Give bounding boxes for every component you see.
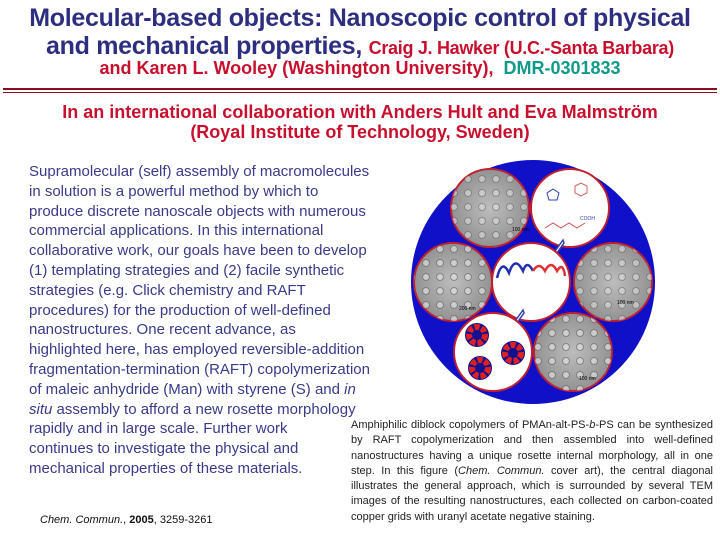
body-line: commercial applications. In this international bbox=[29, 222, 324, 240]
tem-image bbox=[414, 243, 492, 321]
chemical-structure bbox=[531, 169, 609, 247]
caption-journal: Chem. Commun. bbox=[458, 464, 545, 477]
body-text-span: of maleic anhydride (Man) with styrene (S) and bbox=[29, 380, 340, 398]
citation-pages: , 3259-3261 bbox=[153, 514, 213, 526]
body-line bbox=[29, 380, 370, 400]
title-text: and mechanical properties, bbox=[46, 32, 362, 60]
rosette-diagram bbox=[454, 313, 532, 391]
cover-art-figure bbox=[405, 158, 663, 408]
polymer-diagram bbox=[492, 243, 570, 321]
caption-text: Amphiphilic diblock copolymers of PMAn-alt-PS- bbox=[351, 419, 590, 431]
divider bbox=[3, 92, 717, 93]
citation-year: 2005 bbox=[129, 514, 154, 526]
authors-1: Craig J. Hawker (U.C.-Santa Barbara) bbox=[368, 38, 674, 58]
body-line: Supramolecular (self) assembly of macromolecules bbox=[29, 163, 370, 180]
scale-bar-label: 100 nm bbox=[579, 376, 596, 382]
body-line: nanostructures. One recent advance, as bbox=[29, 321, 296, 339]
authors-2: and Karen L. Wooley (Washington University), bbox=[99, 58, 494, 78]
body-text-span: assembly to afford a new rosette morphology bbox=[56, 400, 356, 418]
grant-number: DMR-0301833 bbox=[503, 58, 621, 78]
body-line: produce discrete nanoscale objects with numerous bbox=[29, 202, 366, 220]
title-line-3 bbox=[0, 58, 720, 79]
body-line: (1) templating strategies and (2) facile synthetic bbox=[29, 261, 345, 279]
subtitle-line-1: In an international collaboration with Anders Hult and Eva Malmström bbox=[62, 102, 658, 122]
tem-image bbox=[451, 169, 529, 247]
scale-bar-label: 100 nm bbox=[617, 300, 634, 306]
body-line: in solution is a powerful method by which to bbox=[29, 182, 319, 200]
title-line-1: Molecular-based objects: Nanoscopic control of physical bbox=[29, 4, 691, 32]
scale-bar-label: 200 nm bbox=[459, 306, 476, 312]
citation-journal: Chem. Commun. bbox=[40, 514, 124, 526]
subtitle-line-2: (Royal Institute of Technology, Sweden) bbox=[190, 122, 530, 142]
title-line-2 bbox=[0, 32, 720, 61]
caption-text: -PS can be synthesized by RAFT copolymerization and then assembled into well-defined nanostructures having a unique rosette internal morphology, all in one step. In this figure ( bbox=[351, 419, 713, 477]
italic-situ: situ bbox=[29, 400, 53, 418]
tem-image bbox=[534, 313, 612, 391]
caption-text: cover art), the central diagonal illustrates the general approach, which is surrounded by several TEM images of the resulting nanostructures, each collected on carbon-coated copper grids with uranyl acetate negative staining. bbox=[351, 464, 714, 523]
body-line: rapidly and in large scale. Further work bbox=[29, 420, 288, 438]
body-line bbox=[29, 400, 370, 420]
body-text bbox=[29, 162, 370, 479]
chem-label: COOH bbox=[580, 216, 595, 222]
body-line: collaborative work, our goals have been to develop bbox=[29, 242, 367, 260]
body-line: fragmentation-termination (RAFT) copolymerization bbox=[29, 360, 370, 378]
citation: Chem. Commun., 2005, 3259-3261 bbox=[40, 514, 213, 526]
body-line: mechanical properties of these materials. bbox=[29, 459, 303, 477]
body-line: strategies (e.g. Click chemistry and RAFT bbox=[29, 281, 306, 299]
body-line: procedures) for the production of well-defined bbox=[29, 301, 331, 319]
divider bbox=[3, 88, 717, 90]
body-line: highlighted here, has employed reversible-addition bbox=[29, 341, 365, 359]
scale-bar-label: 100 nm bbox=[512, 227, 529, 233]
body-line: continues to investigate the physical and bbox=[29, 440, 299, 458]
tem-image bbox=[574, 243, 652, 321]
figure-caption bbox=[351, 418, 713, 525]
italic-in: in bbox=[344, 380, 356, 398]
caption-italic: b bbox=[589, 419, 596, 431]
